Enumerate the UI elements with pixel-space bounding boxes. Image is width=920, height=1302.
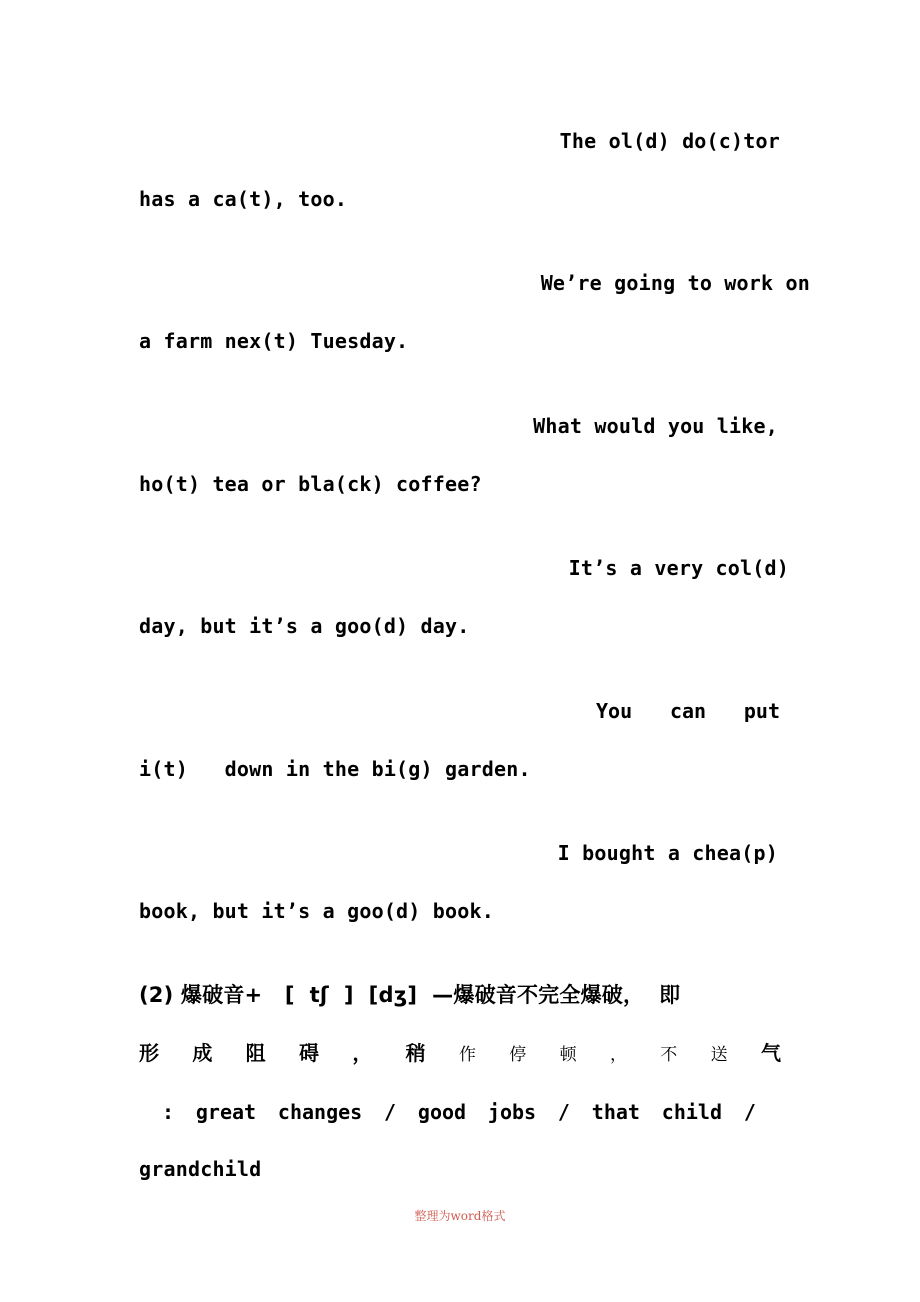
section-2-heading: (2) 爆破音+ [ tʃ ] [dʒ] —爆破音不完全爆破， 即 <box>139 983 681 1007</box>
example-line-4a: It’s a very col(d) <box>568 556 789 580</box>
char: 不 <box>660 1045 678 1065</box>
example-line-3b: ho(t) tea or bla(ck) coffee? <box>139 472 482 496</box>
example-line-5b: i(t) down in the bi(g) garden. <box>139 757 531 781</box>
word: : <box>162 1100 175 1124</box>
char: 形 <box>139 1041 159 1065</box>
char: 碍 <box>298 1041 319 1065</box>
example-line-3a: What would you like, <box>533 414 778 438</box>
char: 气 <box>760 1041 781 1065</box>
section-2-line-3 <box>162 1100 756 1124</box>
word: child <box>661 1100 723 1124</box>
word: / <box>384 1100 397 1124</box>
word-you: You <box>596 699 633 723</box>
example-line-6b: book, but it’s a goo(d) book. <box>139 899 494 923</box>
char: 停 <box>509 1045 527 1065</box>
example-line-2a: We’re going to work on <box>540 271 810 295</box>
section-2-line-2 <box>139 1041 781 1067</box>
example-line-5a <box>596 699 780 723</box>
char: 阻 <box>245 1041 266 1065</box>
char: ， <box>352 1041 373 1065</box>
char: 成 <box>192 1041 213 1065</box>
word: that <box>591 1100 640 1124</box>
word: changes <box>277 1100 363 1124</box>
char: 稍 <box>405 1041 426 1065</box>
section-2-line-4: grandchild <box>139 1157 262 1181</box>
word: / <box>557 1100 570 1124</box>
char: 顿 <box>559 1045 577 1065</box>
char: 送 <box>710 1045 728 1065</box>
page-footer: 整理为word格式 <box>414 1209 506 1223</box>
char: 作 <box>458 1045 476 1065</box>
word: jobs <box>487 1100 537 1124</box>
char: ， <box>609 1045 627 1065</box>
example-line-6a: I bought a chea(p) <box>557 841 778 865</box>
example-line-2b: a farm nex(t) Tuesday. <box>139 329 409 353</box>
word-can: can <box>669 699 707 723</box>
word: good <box>417 1100 467 1124</box>
word: great <box>195 1100 257 1124</box>
example-line-4b: day, but it’s a goo(d) day. <box>139 614 470 638</box>
word-put: put <box>743 699 780 723</box>
example-line-1b: has a ca(t), too. <box>139 187 348 211</box>
example-line-1a: The ol(d) do(c)tor <box>559 129 780 153</box>
word: / <box>743 1100 756 1124</box>
